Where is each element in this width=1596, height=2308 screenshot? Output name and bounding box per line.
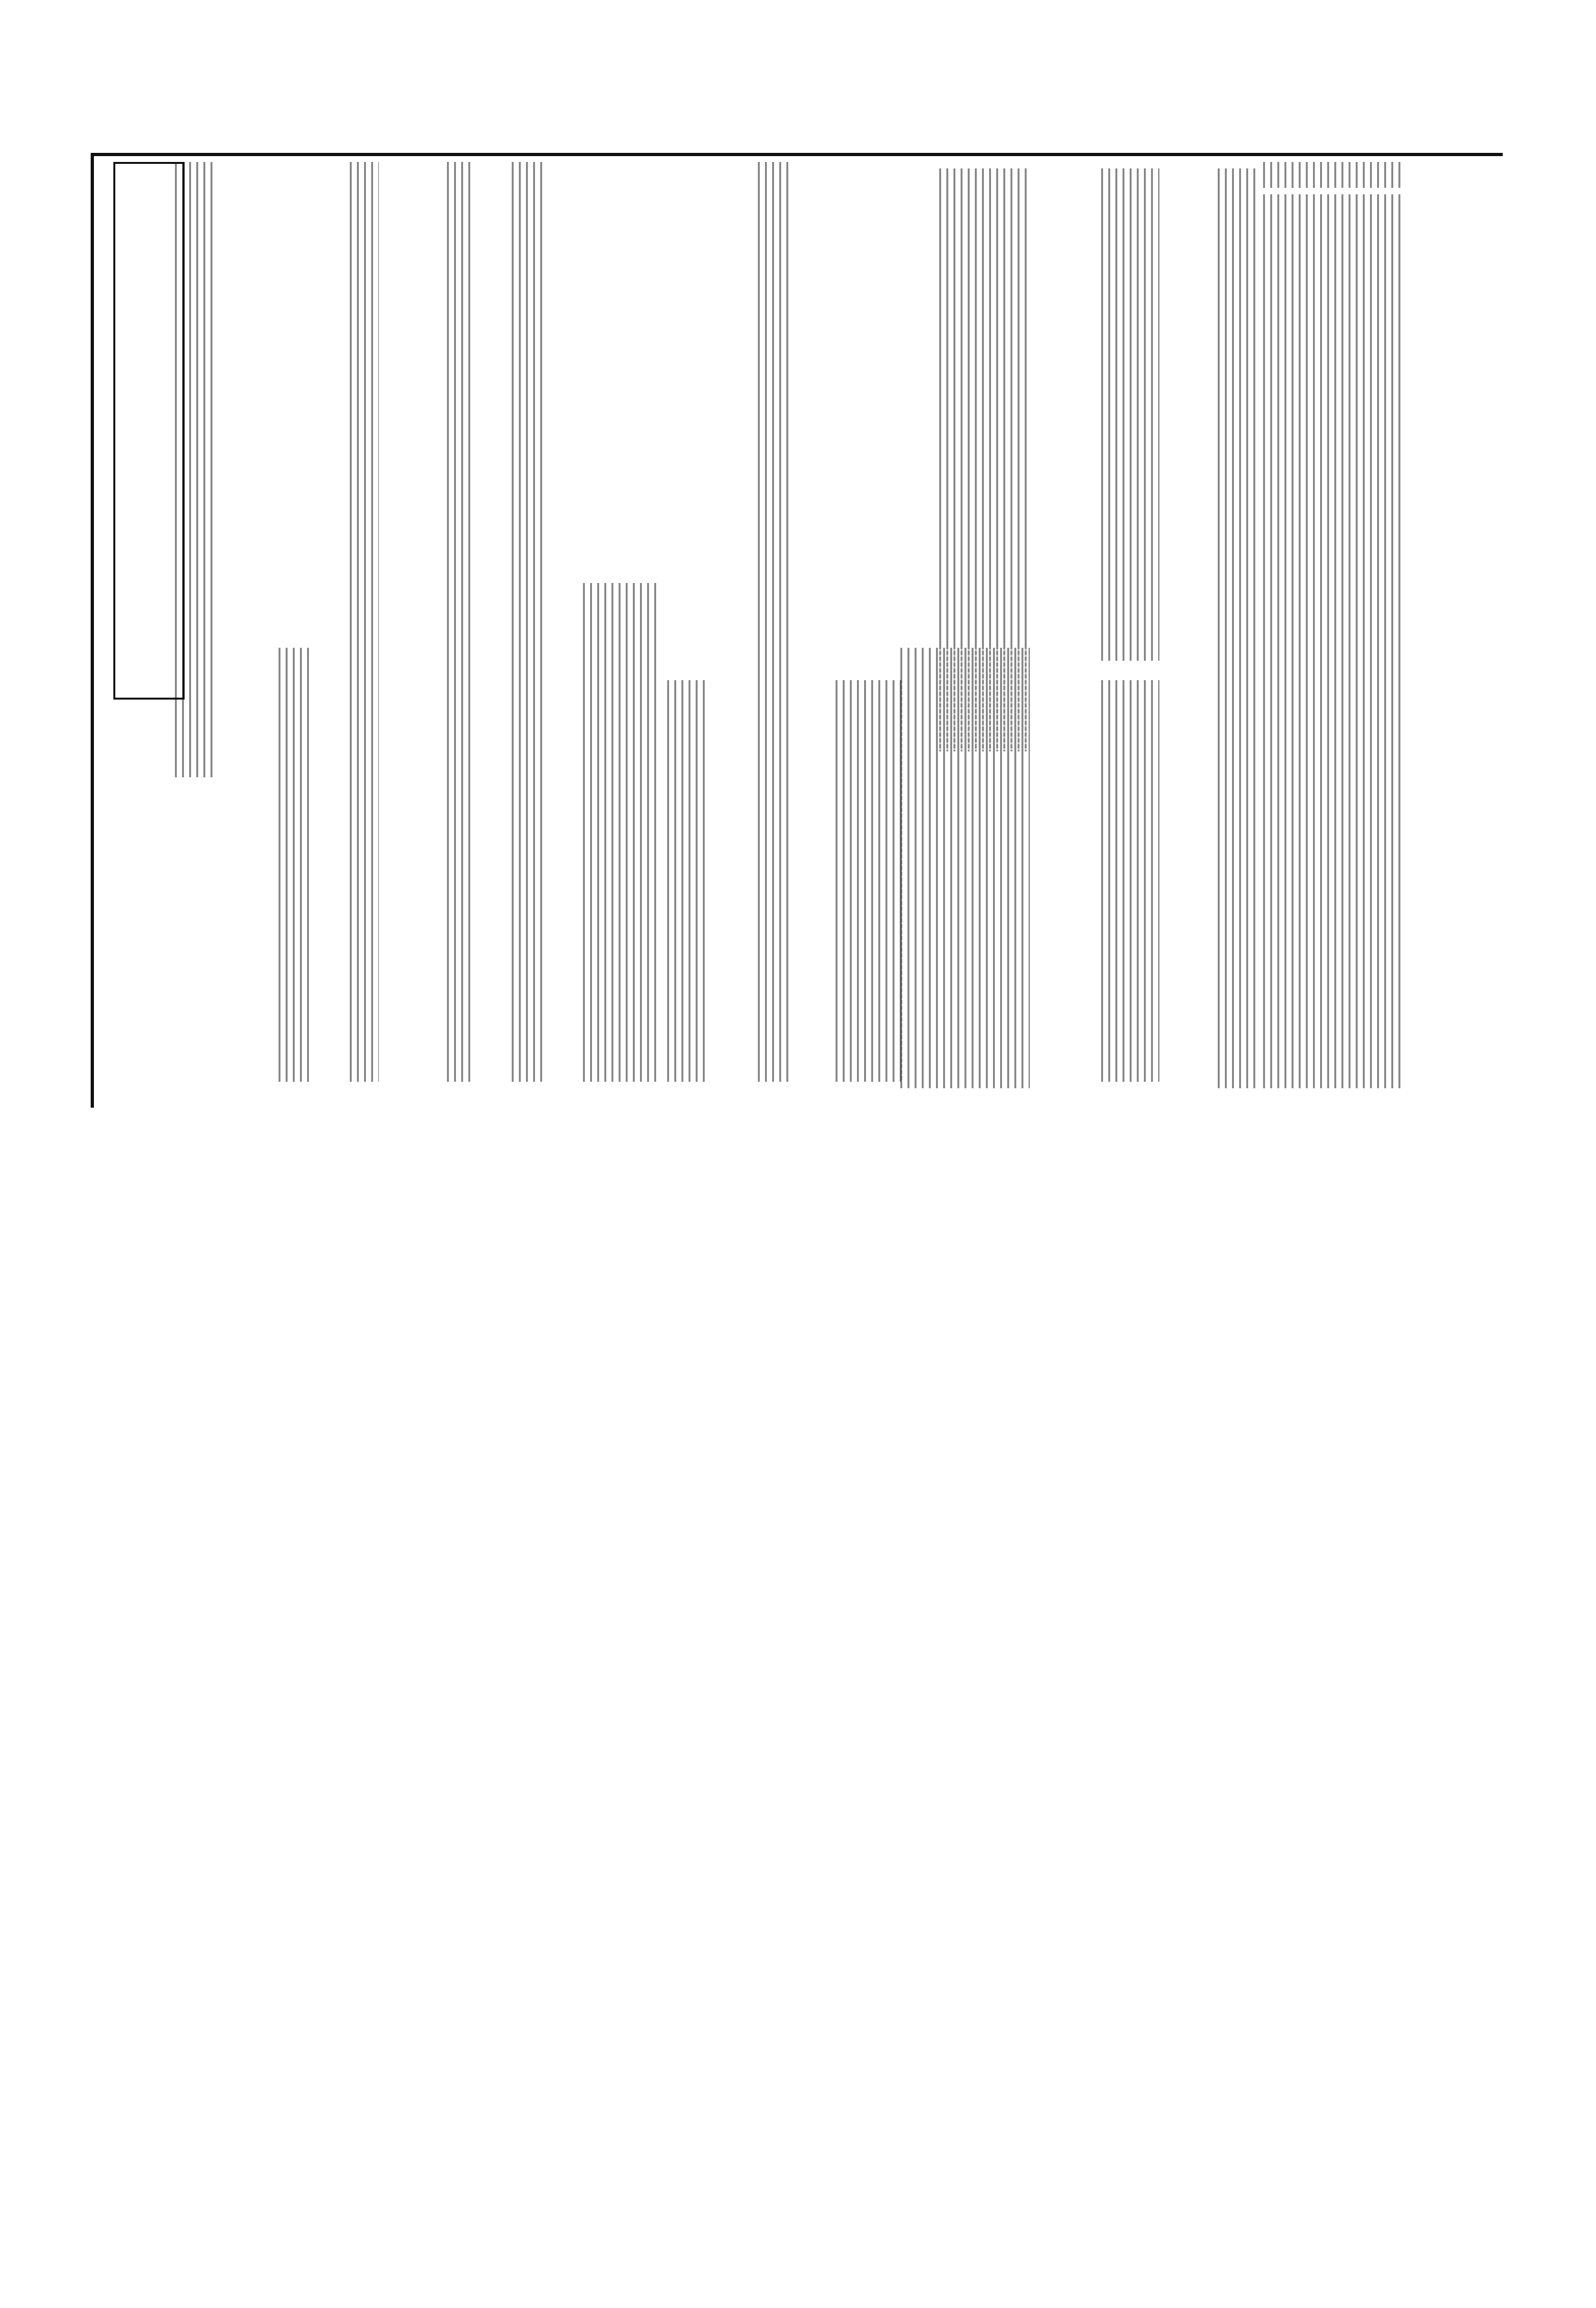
anhui-sci-body2 (1101, 680, 1159, 1082)
anhui-body-text (1263, 194, 1406, 1088)
anhui-top-text (1263, 162, 1406, 188)
left-block-rule (91, 155, 94, 1108)
build-body (758, 162, 790, 1082)
telegraph-body (279, 648, 314, 1082)
anhui-sci-body (1218, 168, 1257, 1088)
army-body (836, 680, 907, 1082)
bank-box (113, 162, 185, 700)
zheng-body (1101, 168, 1159, 661)
railway-body (350, 162, 379, 1082)
masthead (194, 117, 1373, 149)
airforce-body (512, 162, 544, 1082)
zhou-body (900, 648, 1030, 1088)
nrarmy-body (447, 162, 473, 1082)
academy-body (667, 680, 706, 1082)
police-body (583, 583, 661, 1082)
